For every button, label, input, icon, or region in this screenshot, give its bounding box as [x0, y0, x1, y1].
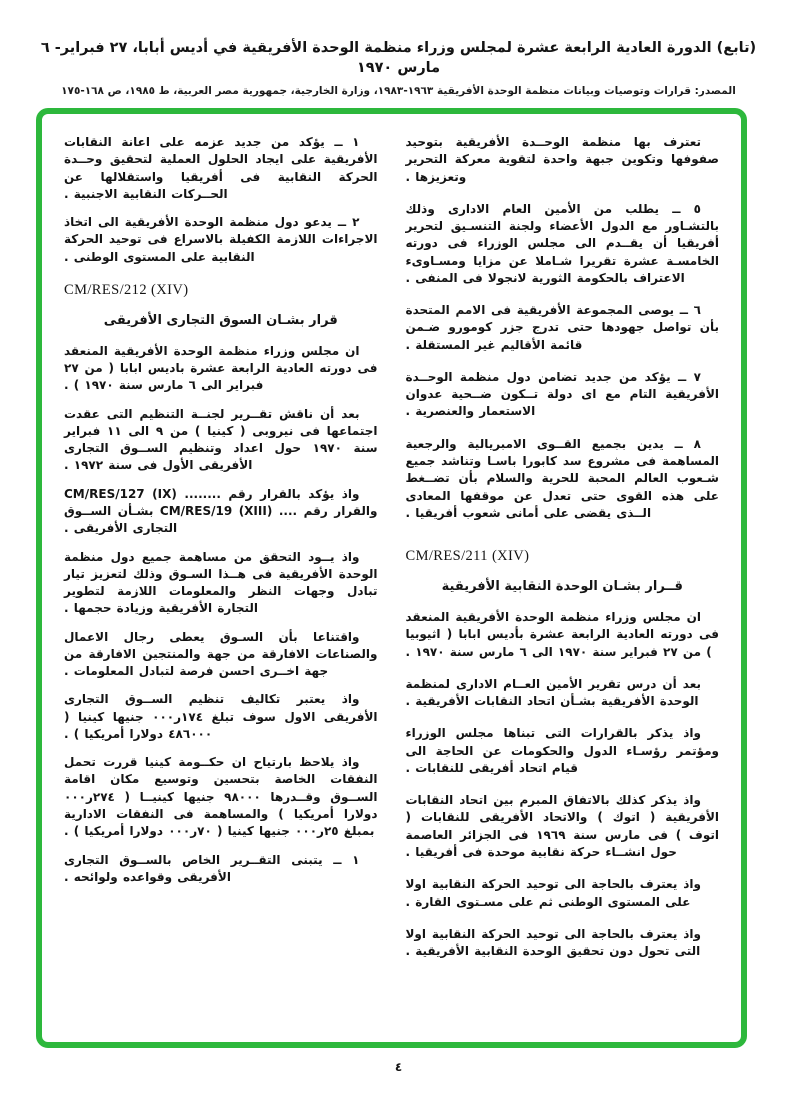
paragraph: واذ يذكر كذلك بالاتفاق المبرم بين اتحاد النقابات الأفريقية ( اتوك ) والاتحاد الأفريقى للنقابات ( اتوف ) فى مارس سنة ١٩٦٩ فى الجزائر العاصمة حول انشــاء حركة نقابية موحدة فى أفريقيا . — [405, 793, 719, 859]
header-title: (تابع) الدورة العادية الرابعة عشرة لمجلس وزراء منظمة الوحدة الأفريقية في أديس أبابا، ٢٧ فبراير- ٦ مارس ١٩٧٠ — [40, 40, 757, 77]
paragraph: ١ ــ يتبنى التقــرير الخاص بالســوق التجارى الأفريقى وقواعده ولوائحه . — [64, 852, 360, 884]
paragraph: واذ يذكر بالقرارات التى تبناها مجلس الوزراء ومؤتمر رؤسـاء الدول والحكومات عن الحاجة الى قيام اتحاد أفريقى للنقابات . — [405, 726, 719, 775]
paragraph: بعد أن درس تقرير الأمين العــام الادارى لمنظمة الوحدة الأفريقية بشـأن اتحاد النقابات الأفريقية . — [405, 676, 701, 709]
two-column-layout — [64, 134, 719, 1026]
paragraph: ١ ــ يؤكد من جديد عزمه على اعانة النقابات الأفريقية على ايجاد الحلول العملية لتحقيق وحــدة الحركة النقابية فى أفريقيا واستقلالها عن الحــركات النقابية الاجنبية . — [64, 135, 378, 201]
resolution-title: قــرار بشـان الوحدة النقابية الأفريقية — [441, 579, 683, 595]
paragraph: ان مجلس وزراء منظمة الوحدة الأفريقية المنعقد فى دورته العادية الرابعة عشرة بأديس ابابا ( اثيوبيا ) من ٢٧ فبراير سنة ١٩٧٠ الى ٦ مارس سنة ١٩٧٠ . — [405, 610, 719, 659]
resolution-title: قرار بشـان السوق التجارى الأفريقى — [103, 312, 338, 328]
paragraph: ٧ ــ يؤكد من جديد تضامن دول منظمة الوحــدة الأفريقية التام مع اى دولة تــكون ضــحية عدوان الاستعمار والعنصرية . — [405, 369, 719, 419]
paragraph: واذ يعتبر تكاليف تنظيم الســوق التجارى الأفريقى الاول سوف تبلغ ١٧٤ر٠٠٠ جنيها كينيا ( ٤٨٦٠٠٠ دولارا أمريكيا ) . — [64, 692, 378, 741]
paragraph: بعد أن ناقش تقــرير لجنــة التنظيم التى عقدت اجتماعها فى نيروبى ( كينيا ) من ٩ الى ١١ فبراير سنة ١٩٧٠ حول اعداد وتنظيم الســوق التجارى الأفريقى الأول فى سنة ١٩٧٢ . — [64, 406, 378, 473]
paragraph: واذ يعترف بالحاجة الى توحيد الحركة النقابية اولا التى تحول دون تحقيق الوحدة النقابية الأفريقية . — [405, 926, 701, 959]
header-source: المصدر: قرارات وتوصيات وبيانات منظمة الوحدة الأفريقية ١٩٦٣-١٩٨٣، وزارة الخارجية، جمهورية مصر العربية، ط ١٩٨٥، ص ١٦٨-١٧٥ — [61, 84, 736, 97]
paragraph: واقتناعا بأن السـوق يعطى رجال الاعمال والصناعات الافارقة من جهة والمنتجين الافارقة من جهة اخــرى احسن فرصة لتبادل المعلومات . — [64, 629, 378, 679]
paragraph: ٦ ــ يوصى المجموعة الأفريقية فى الامم المتحدة بأن تواصل جهودها حتى تدرج جزر كومورو ضـمن قائمة الأقاليم غير المستقلة . — [405, 303, 719, 352]
paragraph: واذ يلاحظ بارتياح ان حكــومة كينيا قررت تحمل النفقات الخاصة بتحسين وتوسيع مكان اقامة الســوق وقــدرها ٩٨٠٠٠ جنيها كينيــا ( ٢٧٤ر٠٠٠ دولارا أمريكيا ) والمساهمة فى النفقات الادارية بمبلغ ٢٥ر٠٠٠ جنيها كينيا ( ٧٠ر٠٠٠ دولارا أمريكيا ) . — [64, 755, 378, 839]
left-column — [64, 134, 378, 1026]
paragraph: تعترف بها منظمة الوحــدة الأفريقية بتوحيد صفوفها وتكوين جبهة واحدة لتقوية معركة التحرير وتعزيزها . — [405, 135, 719, 184]
page-number: ٤ — [394, 1060, 403, 1074]
paragraph: ان مجلس وزراء منظمة الوحدة الأفريقية المنعقد فى دورته العادية الرابعة عشرة باديس ابابا ( من ٢٧ فبراير الى ٦ مارس سنة ١٩٧٠ ) . — [64, 343, 378, 393]
paragraph: واذ يعترف بالحاجة الى توحيد الحركة النقابية اولا على المستوى الوطنى ثم على مسـتوى القارة . — [405, 877, 701, 909]
paragraph: واذ يــود التحقق من مساهمة جميع دول منظمة الوحدة الأفريقية فى هــذا السـوق وذلك لتعزيز تيار تبادل وجهات النظر والمعلومات اللازمة لتطوير التجارة الأفريقية وزيادة حجمها . — [64, 549, 378, 616]
paragraph: ٥ ــ يطلب من الأمين العام الادارى وذلك بالتشـاور مع الدول الأعضاء ولجنة التنسـيق لتحرير أفريقيا أن يقــدم الى مجلس الوزراء فى دورته الخامسـة عشرة تقريرا شـاملا عن مزايا ومسـاوىء الاعتراف بالحكومة الثورية لانجولا فى المنفى . — [405, 201, 719, 285]
paragraph: ٢ ــ يدعو دول منظمة الوحدة الأفريقية الى اتخاذ الاجراءات اللازمة الكفيلة بالاسراع فى توحيد الحركة النقابية على المستوى الوطنى . — [64, 215, 378, 264]
right-column — [406, 134, 720, 1026]
document-header — [20, 38, 777, 97]
resolution-number: CM/RES/211 (XIV) — [405, 548, 530, 565]
content-frame — [36, 108, 747, 1048]
paragraph: ٨ ــ يدين بجميع القــوى الامبريالية والرجعية المساهمة فى مشروع سد كابورا باسـا وتناشد جميع شـعوب العالم المحبة للحرية والسلام بأن تضــغط على هذه القوى حتى تعدل عن موقفها المعادى الــذى يقضى على أمانى شعوب أفريقيا . — [405, 436, 719, 520]
paragraph: واذ يؤكد بالقرار رقم ........ CM/RES/127 (IX) والقرار رقم .... CM/RES/19 (XIII) بشـأن الســوق التجارى الأفريقى . — [64, 486, 378, 536]
resolution-number: CM/RES/212 (XIV) — [64, 281, 189, 298]
